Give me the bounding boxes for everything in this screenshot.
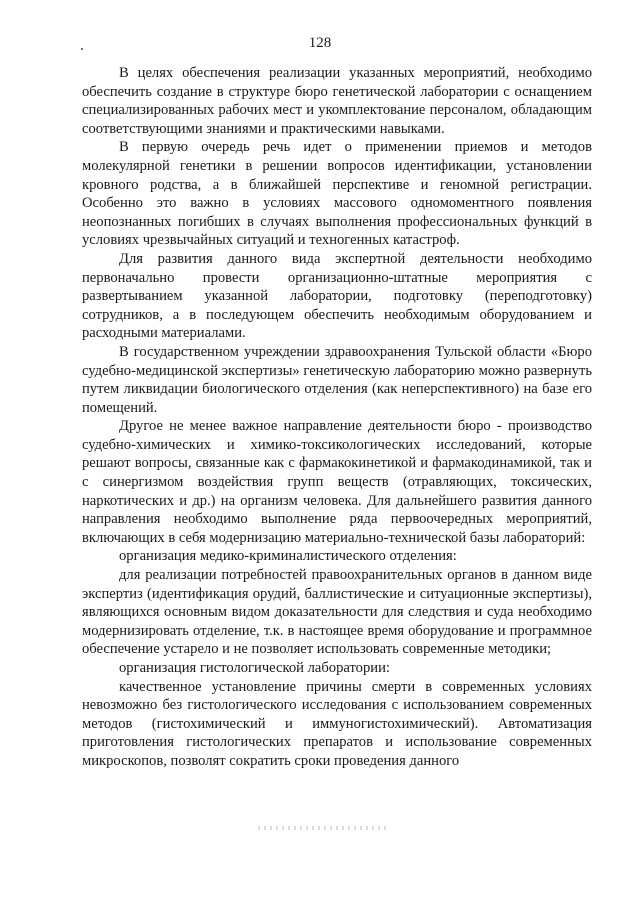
paragraph-development-steps: Для развития данного вида экспертной деятельности необходимо первоначально провести организационно-штатные мероприятия с развертыванием указанной лаборатории, подготовку (переподготовку) сотрудников, а в последующем обеспечить необходимым оборудованием и расходными материалами. [82,250,592,342]
list-item-histology-lab: организация гистологической лаборатории: [119,660,390,676]
page-number: 128 [308,35,332,51]
paragraph-tula-bureau: В государственном учреждении здравоохранения Тульской области «Бюро судебно-медицинской экспертизы» генетическую лабораторию можно развернуть путем ликвидации биологического отделения (как неперспективного) на базе его помещений. [82,343,592,416]
scan-artifact-smudge [258,826,390,830]
paragraph-forensic-modernization: для реализации потребностей правоохранительных органов в данном виде экспертиз (идентификация орудий, баллистические и ситуационные экспертизы), являющихся основным видом доказательности для следствия и суда необходимо модернизировать отделение, т.к. в настоящее время оборудование и программное обеспечение устарело и не позволяет использовать современные методики; [82,567,592,658]
paragraph-molecular-genetics: В первую очередь речь идет о применении приемов и методов молекулярной генетики в решении вопросов идентификации, установлении кровного родства, а в ближайшей перспективе и геномной регистрации. Особенно это важно в условиях массового одномоментного появления неопознанных погибших в случаях выполнения профессиональных функций в условиях чрезвычайных ситуаций и техногенных катастроф. [82,139,592,249]
document-body [82,64,592,771]
paragraph-genetic-lab-purpose: В целях обеспечения реализации указанных мероприятий, необходимо обеспечить создание в структуре бюро генетической лаборатории с оснащением специализированных рабочих мест и укомплектование персоналом, обладающим соответствующими знаниями и практическими навыками. [82,65,592,137]
paragraph-histology-methods: качественное установление причины смерти в современных условиях невозможно без гистологического исследования с использованием современных методов (гистохимический и иммуногистохимический). Автоматизация приготовления гистологических препаратов и использование современных микроскопов, позволят сократить сроки проведения данного [82,678,592,769]
paragraph-chemical-toxicology: Другое не менее важное направление деятельности бюро - производство судебно-химических и химико-токсикологических исследований, которые решают вопросы, связанные как с фармакокинетикой и фармакодинамикой, так и с синергизмом воздействия групп веществ (отравляющих, токсических, наркотических и др.) на организм человека. Для дальнейшего развития данного направления необходимо выполнение ряда первоочередных мероприятий, включающих в себя модернизацию материально-технической базы лабораторий: [82,418,592,546]
list-item-forensic-department: организация медико-криминалистического отделения: [119,548,457,565]
